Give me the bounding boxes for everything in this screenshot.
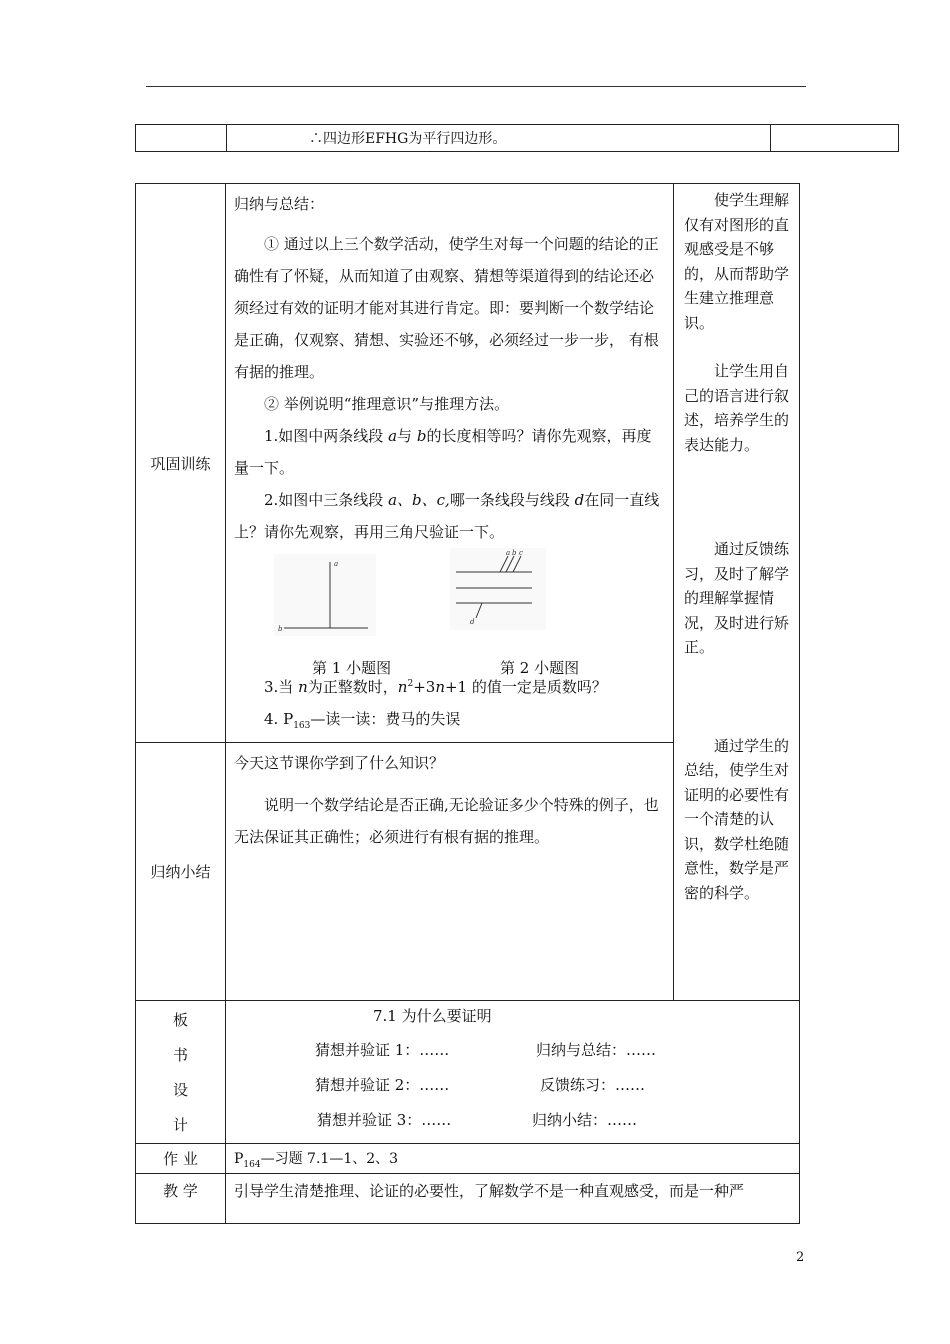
side-note-1: 使学生理解仅有对图形的直观感受是不够的，从而帮助学生建立推理意识。 (684, 191, 790, 332)
reflection-content: 引导学生清楚推理、论证的必要性，了解数学不是一种直观感受，而是一种严 (226, 1174, 800, 1224)
lesson-table (135, 183, 800, 1224)
board-label-char: 计 (172, 1116, 188, 1134)
summary-content (226, 743, 674, 1001)
fig2-label-d: d (470, 618, 475, 626)
figure-1-caption: 第 1 小题图 (312, 659, 392, 677)
paragraph-1: ① 通过以上三个数学活动，使学生对每一个问题的结论的正确性有了怀疑，从而知道了由观察、猜想等渠道得到的结论还必须经过有效的证明才能对其进行肯定。即：要判断一个数学结论是正确，仅观察、猜想、实验还不够，必须经过一步一步， 有根有据的推理。 (234, 235, 659, 381)
top-table-empty-cell (771, 125, 899, 152)
homework-content: $P_{164}—$习题 7.1—1、2、3 (226, 1144, 800, 1174)
fig1-label-b: b (278, 625, 283, 633)
board-label-char: 设 (172, 1081, 188, 1099)
question-3: 3.当 n为正整数时，$n^2+3n+1$ 的值一定是质数吗？ (264, 678, 607, 696)
fig2-label-b: b (512, 549, 517, 557)
reflection-label: 教 学 (136, 1174, 226, 1224)
figures (234, 548, 665, 677)
fig2-label-a: a (506, 549, 511, 557)
board-design-label (136, 1001, 226, 1144)
side-note-4: 通过学生的总结，使学生对证明的必要性有一个清楚的认识，数学杜绝随意性，数学是严密的科学。 (684, 736, 790, 902)
board-right-item: 归纳与总结：…… (536, 1041, 657, 1059)
consolidation-content (226, 184, 674, 743)
board-label-char: 板 (172, 1011, 188, 1029)
paragraph-2: ② 举例说明“推理意识”与推理方法。 (264, 395, 510, 413)
board-right-item: 归纳小结：…… (532, 1111, 638, 1129)
header-rule (146, 86, 806, 87)
question-2: 2.如图中三条线段 a、b、c,哪一条线段与线段 d在同一直线上？请你先观察，再用三角尺验证一下。 (234, 491, 660, 541)
homework-label: 作 业 (136, 1144, 226, 1174)
summary-question: 今天这节课你学到了什么知识？ (234, 754, 445, 772)
figure-2-caption: 第 2 小题图 (500, 659, 580, 677)
board-label-char: 书 (172, 1046, 188, 1064)
figure-1 (274, 554, 376, 636)
board-left-item: 猜想并验证 3：…… (317, 1111, 452, 1129)
figure-2 (450, 548, 546, 630)
board-left-item: 猜想并验证 1：…… (315, 1041, 450, 1059)
consolidation-label: 巩固训练 (136, 184, 226, 743)
summary-text: 说明一个数学结论是否正确,无论验证多少个特殊的例子，也无法保证其正确性；必须进行有根有据的推理。 (234, 796, 659, 846)
side-note-2: 让学生用自己的语言进行叙述，培养学生的表达能力。 (684, 362, 790, 454)
board-right-item: 反馈练习：…… (540, 1076, 646, 1094)
fig1-label-a: a (334, 560, 339, 568)
question-4: 4. $P_{163}—$读一读：费马的失误 (264, 710, 461, 731)
page-number: 2 (796, 1250, 805, 1265)
side-notes (674, 184, 800, 1001)
fig2-label-c: c (519, 549, 523, 557)
board-left-item: 猜想并验证 2：…… (315, 1076, 450, 1094)
top-table (135, 124, 899, 152)
side-note-3: 通过反馈练习，及时了解学的理解掌握情况，及时进行矫正。 (684, 540, 790, 656)
top-table-empty-cell (136, 125, 227, 152)
summary-heading: 归纳与总结： (234, 195, 325, 213)
question-1: 1.如图中两条线段 a与 b的长度相等吗？请你先观察，再度量一下。 (234, 427, 652, 477)
board-design-content (226, 1001, 800, 1144)
board-title: 7.1 为什么要证明 (373, 1007, 492, 1025)
summary-label: 归纳小结 (136, 743, 226, 1001)
top-table-content: ∴四边形EFHG为平行四边形。 (227, 125, 771, 152)
